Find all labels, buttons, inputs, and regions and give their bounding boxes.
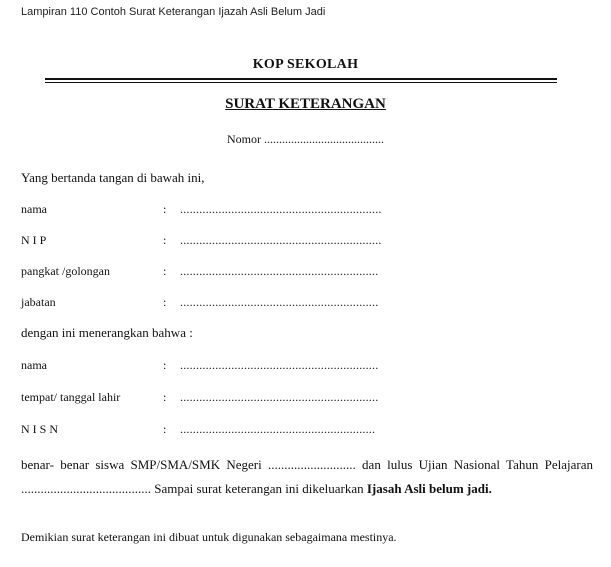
letter-number: Nomor ........................................ bbox=[227, 132, 384, 146]
official-name-blank: ............................................................... bbox=[180, 202, 382, 216]
letterhead-divider-thick bbox=[45, 78, 557, 80]
statement-text: benar- benar siswa SMP/SMA/SMK Negeri ........................... dan lulus Ujian Nasional Tahun Pelajaran ........................................ Sampai surat keterangan ini dikeluarkan bbox=[21, 457, 593, 496]
closing-text: Demikian surat keterangan ini dibuat untuk digunakan sebagaimana mestinya. bbox=[21, 530, 397, 544]
student-birth-colon: : bbox=[163, 390, 167, 404]
middle-text: dengan ini menerangkan bahwa : bbox=[21, 325, 193, 340]
official-name-label: nama bbox=[21, 202, 47, 216]
official-rank-blank: .............................................................. bbox=[180, 264, 379, 278]
official-nip-blank: ............................................................... bbox=[180, 233, 382, 247]
document-caption: Lampiran 110 Contoh Surat Keterangan Ijazah Asli Belum Jadi bbox=[21, 6, 326, 18]
student-birth-label: tempat/ tanggal lahir bbox=[21, 390, 121, 404]
statement-paragraph bbox=[21, 453, 593, 501]
letter-title: SURAT KETERANGAN bbox=[225, 96, 386, 112]
official-nip-colon: : bbox=[163, 233, 167, 247]
official-position-label: jabatan bbox=[21, 295, 56, 309]
official-position-blank: .............................................................. bbox=[180, 295, 379, 309]
official-position-colon: : bbox=[163, 295, 167, 309]
letterhead-divider-thin bbox=[45, 82, 557, 83]
statement-bold-text: Ijasah Asli belum jadi. bbox=[366, 481, 492, 496]
official-nip-label: N I P bbox=[21, 233, 47, 247]
student-nisn-colon: : bbox=[163, 422, 167, 436]
student-nisn-label: N I S N bbox=[21, 422, 59, 436]
official-rank-colon: : bbox=[163, 264, 167, 278]
student-name-label: nama bbox=[21, 358, 47, 372]
official-rank-label: pangkat /golongan bbox=[21, 264, 110, 278]
student-name-colon: : bbox=[163, 358, 167, 372]
school-letterhead: KOP SEKOLAH bbox=[252, 57, 359, 72]
student-nisn-blank: ............................................................. bbox=[180, 422, 376, 436]
student-name-blank: .............................................................. bbox=[180, 358, 379, 372]
official-name-colon: : bbox=[163, 202, 167, 216]
intro-text: Yang bertanda tangan di bawah ini, bbox=[21, 170, 205, 185]
student-birth-blank: .............................................................. bbox=[180, 390, 379, 404]
